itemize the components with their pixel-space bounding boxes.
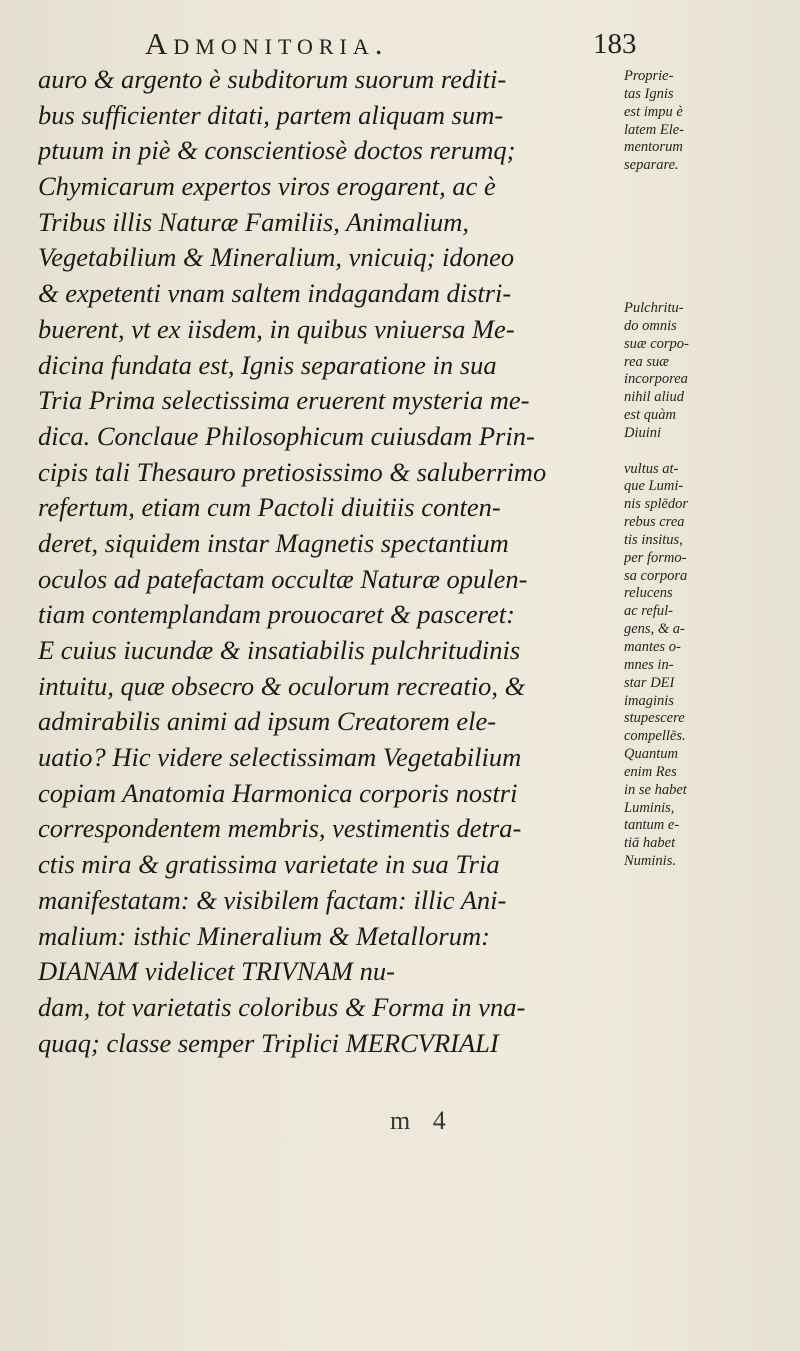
margin-note-line [624, 246, 794, 264]
text-line: malium: isthic Mineralium & Metallorum: [38, 920, 490, 951]
margin-note-line [624, 211, 794, 229]
text-line: ptuum in piè & conscientiosè doctos rerumq; [38, 135, 516, 166]
page-number: 183 [593, 28, 637, 60]
margin-note-line: sa corpora [624, 567, 688, 584]
text-line: Tria Prima selectissima eruerent mysteria me- [38, 385, 530, 416]
margin-note-line: latem Ele- [624, 121, 684, 138]
margin-note-line: mnes in- [624, 656, 674, 673]
margin-note-line: enim Res [624, 763, 677, 780]
margin-note-line: ac reful- [624, 603, 673, 620]
text-line: dica. Conclaue Philosophicum cuiusdam Prin- [38, 420, 535, 451]
margin-note-line [624, 443, 794, 461]
margin-note-line: suæ corpo- [624, 335, 689, 352]
margin-note-line: mentorum [624, 139, 683, 156]
text-line: E cuius iucundæ & insatiabilis pulchritudinis [38, 635, 521, 665]
text-line: correspondentem membris, vestimentis detra- [38, 813, 522, 844]
main-text-block [38, 62, 623, 1061]
text-line: buerent, vt ex iisdem, in quibus vniuersa Me- [38, 313, 515, 344]
margin-note-line: tiā habet [624, 835, 676, 852]
text-line: copiam Anatomia Harmonica corporis nostri [38, 777, 518, 808]
running-title: Admonitoria. [145, 26, 389, 61]
margin-note-line: relucens [624, 585, 673, 602]
margin-note-line: stupescere [624, 710, 685, 727]
margin-note-line: Diuini [624, 424, 662, 441]
margin-note-line: est quàm [624, 407, 676, 424]
text-line: Vegetabilium & Mineralium, vnicuiq; idoneo [38, 242, 515, 273]
margin-note-line: Numinis. [624, 853, 676, 870]
margin-note-line: incorporea [624, 371, 688, 388]
margin-note-line [624, 175, 794, 193]
margin-note-line: rea suæ [624, 353, 669, 370]
margin-note-line: do omnis [624, 317, 677, 334]
text-line: Tribus illis Naturæ Familiis, Animalium, [38, 206, 469, 237]
margin-note-line: tantum e- [624, 817, 680, 834]
margin-note-line: imaginis [624, 692, 674, 709]
margin-note-line: separare. [624, 157, 679, 174]
margin-note-line: Pulchritu- [624, 299, 684, 316]
marginal-notes [624, 68, 794, 871]
text-line: admirabilis animi ad ipsum Creatorem ele- [38, 706, 497, 737]
text-line: intuitu, quæ obsecro & oculorum recreatio, & [38, 670, 526, 701]
margin-note-line [624, 193, 794, 211]
text-line: tiam contemplandam prouocaret & pasceret: [38, 599, 515, 630]
margin-note-line [624, 229, 794, 247]
text-line: uatio? Hic videre selectissimam Vegetabilium [38, 742, 522, 773]
text-line: dicina fundata est, Ignis separatione in sua [38, 349, 497, 380]
margin-note-line: nis splēdor [624, 496, 689, 513]
text-line: deret, siquidem instar Magnetis spectantium [38, 527, 509, 558]
margin-note-line: star DEI [624, 674, 675, 691]
margin-note-line [624, 282, 794, 300]
margin-note-line [624, 264, 794, 282]
margin-note-line: que Lumi- [624, 478, 684, 495]
text-line: quaq; classe semper Triplici MERCVRIALI [38, 1027, 499, 1058]
margin-note-line: Proprie- [624, 68, 674, 84]
text-line: ctis mira & gratissima varietate in sua Tria [38, 849, 500, 880]
text-line: & expetenti vnam saltem indagandam distri- [38, 278, 512, 309]
text-line: dam, tot varietatis coloribus & Forma in vna- [38, 991, 526, 1022]
margin-note-line: per formo- [624, 549, 687, 566]
margin-note-line: Quantum [624, 746, 678, 763]
margin-note-line: nihil aliud [624, 389, 685, 406]
text-line: cipis tali Thesauro pretiosissimo & saluberrimo [38, 456, 547, 487]
margin-note-line: vultus at- [624, 460, 679, 477]
signature-mark: m 4 [390, 1106, 454, 1135]
text-line: oculos ad patefactam occultæ Naturæ opulen- [38, 563, 528, 594]
text-line: auro & argento è subditorum suorum rediti- [38, 64, 507, 94]
margin-note-line: rebus crea [624, 514, 685, 531]
text-line: DIANAM videlicet TRIVNAM nu- [38, 956, 395, 987]
margin-note-line: est impu è [624, 103, 683, 120]
text-line: refertum, etiam cum Pactoli diuitiis conten- [38, 492, 501, 523]
margin-note-line: tis insitus, [624, 531, 683, 548]
margin-note-line: in se habet [624, 781, 687, 798]
text-line: Chymicarum expertos viros erogarent, ac è [38, 171, 496, 202]
margin-note-line: mantes o- [624, 639, 681, 655]
text-line: bus sufficienter ditati, partem aliquam sum- [38, 99, 504, 130]
margin-note-line: tas Ignis [624, 85, 674, 102]
margin-note-line: gens, & a- [624, 621, 685, 638]
margin-note-line: Luminis, [624, 799, 675, 816]
margin-note-line: compellēs. [624, 728, 686, 745]
text-line: manifestatam: & visibilem factam: illic Ani- [38, 884, 507, 915]
